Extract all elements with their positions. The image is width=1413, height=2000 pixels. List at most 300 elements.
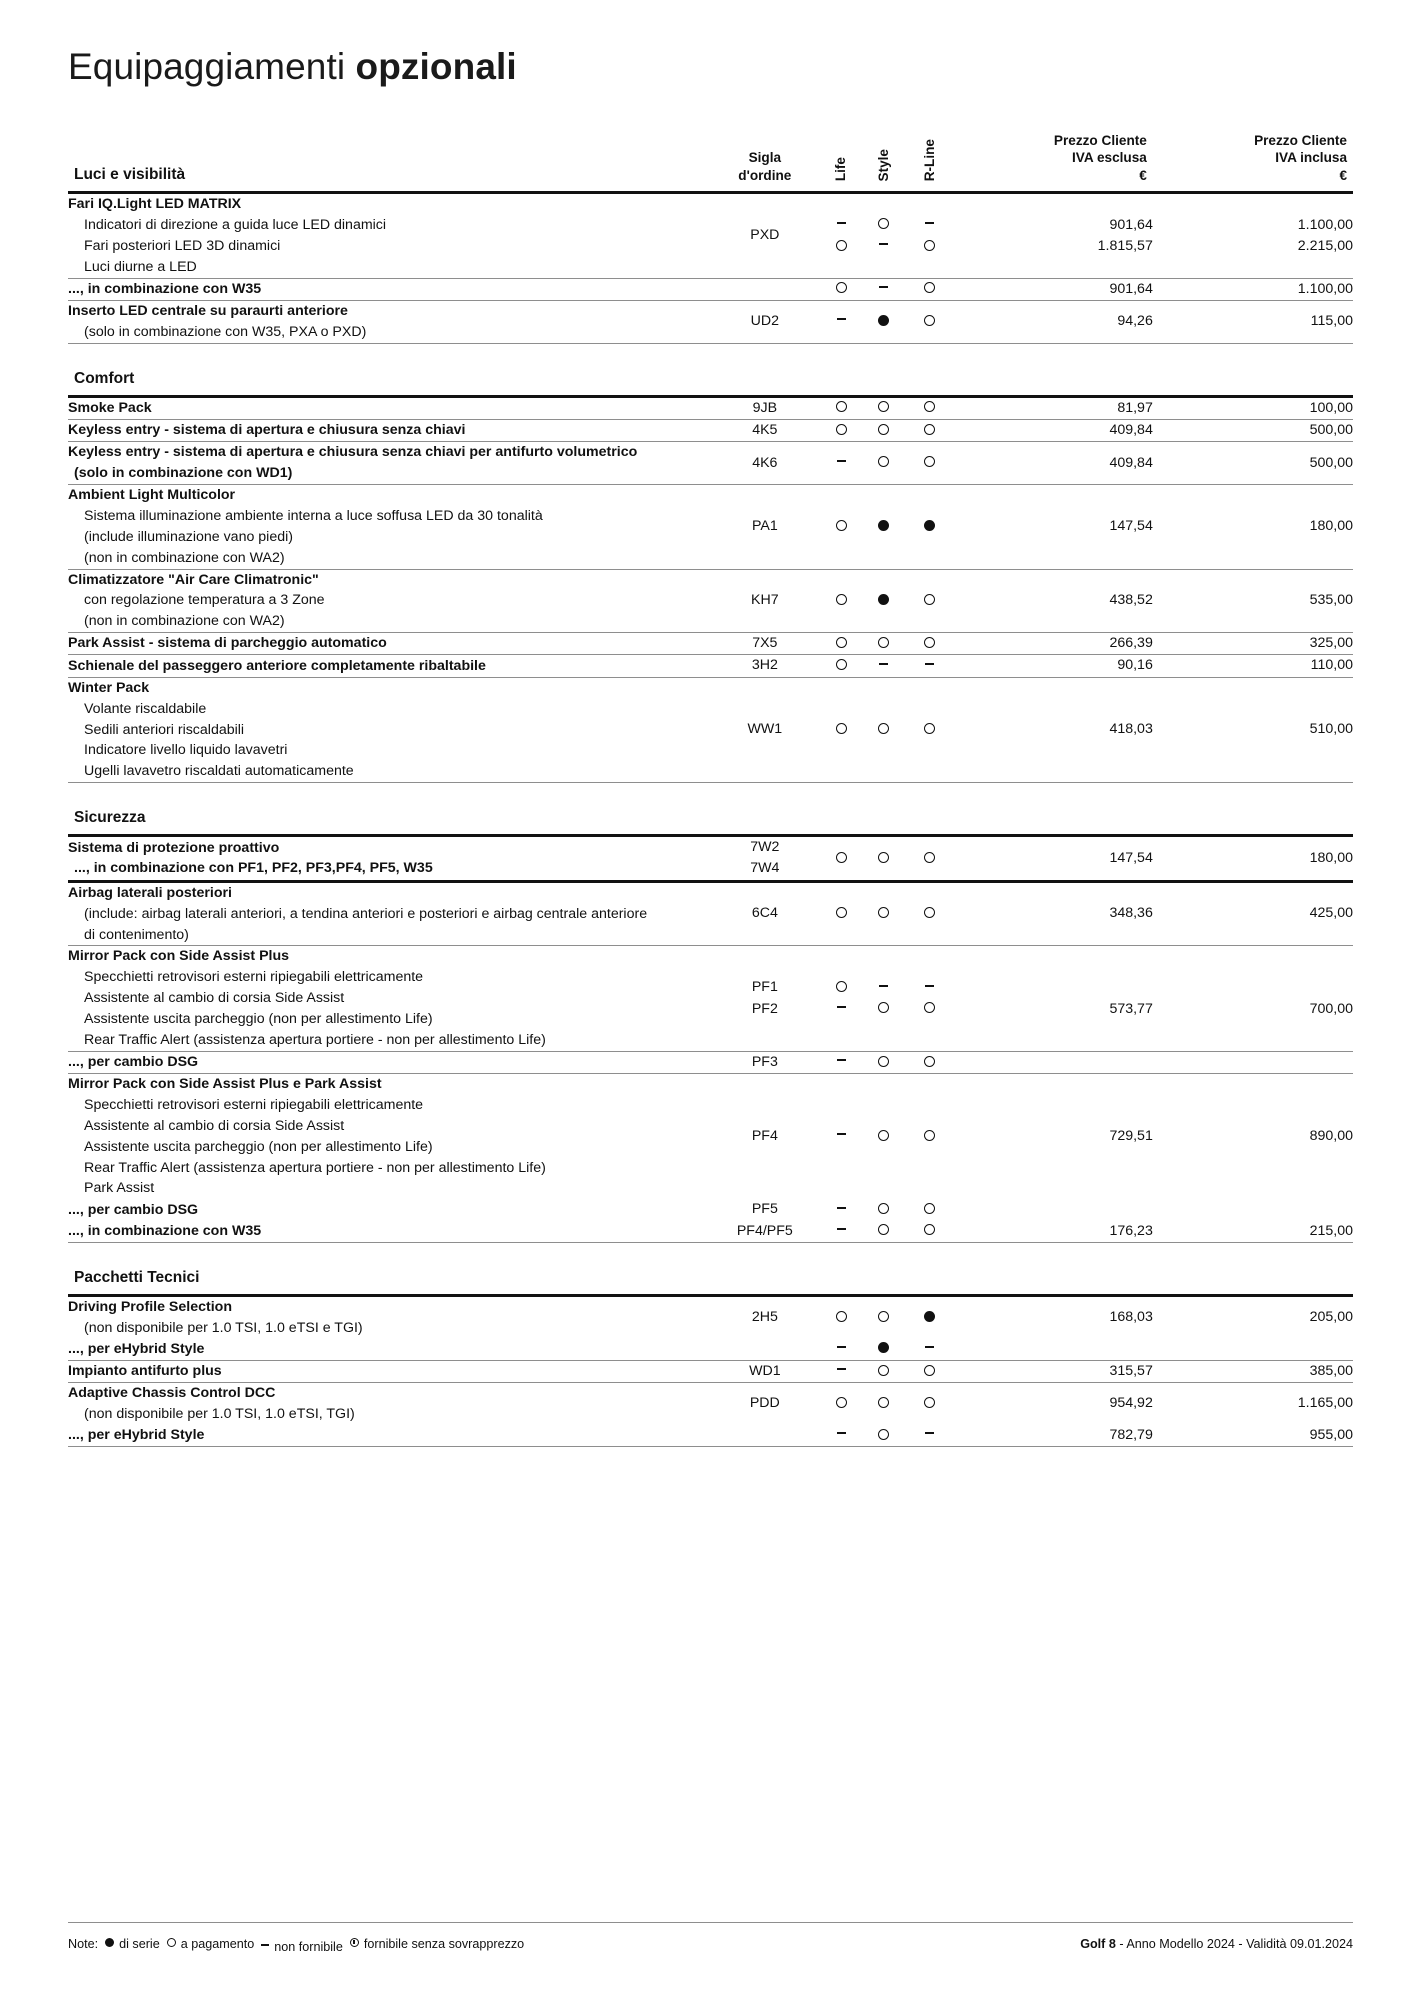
row-price-incl: 1.100,00 xyxy=(1153,278,1353,300)
empty-circle-icon xyxy=(836,594,847,605)
row-price-incl: 955,00 xyxy=(1153,1425,1353,1447)
row-order-code: 2H5 xyxy=(751,1309,778,1326)
row-mark-style xyxy=(862,1221,905,1243)
row-price-incl: 500,00 xyxy=(1153,442,1353,485)
row-description xyxy=(68,1221,710,1243)
row-price-excl: 573,77 xyxy=(954,946,1153,1051)
row-price-excl: 954,92 xyxy=(1109,1395,1153,1412)
row-description xyxy=(68,1295,710,1338)
dash-icon xyxy=(837,1228,846,1230)
row-mark-style xyxy=(862,569,905,633)
legend-item-unavailable xyxy=(261,1940,343,1954)
column-header-price-incl: Prezzo Cliente IVA inclusa € xyxy=(1153,132,1353,193)
row-title: Mirror Pack con Side Assist Plus xyxy=(68,948,290,965)
legend-text-standard: di serie xyxy=(119,1936,160,1951)
empty-circle-icon xyxy=(878,1365,889,1376)
row-order-code: 7X5 xyxy=(710,633,820,655)
empty-circle-icon xyxy=(924,1002,935,1013)
column-header-code: Sigla d'ordine xyxy=(710,132,820,193)
row-detail: Ugelli lavavetro riscaldati automaticamente xyxy=(84,763,354,780)
row-mark-life xyxy=(820,420,863,442)
row-description xyxy=(68,300,710,343)
filled-circle-icon xyxy=(924,1311,935,1322)
row-price-excl: 438,52 xyxy=(954,569,1153,633)
row-detail: Assistente al cambio di corsia Side Assist xyxy=(84,990,345,1007)
table-row xyxy=(68,485,1353,570)
row-mark-life xyxy=(820,881,863,946)
row-mark-life xyxy=(820,485,863,570)
empty-circle-icon xyxy=(924,852,935,863)
empty-circle-icon xyxy=(836,1311,847,1322)
row-description xyxy=(68,569,710,633)
model-name: Golf 8 xyxy=(1080,1937,1116,1951)
filled-circle-icon xyxy=(878,1342,889,1353)
row-detail: Specchietti retrovisori esterni ripiegabili elettricamente xyxy=(84,969,424,986)
dash-icon xyxy=(837,460,846,462)
row-description xyxy=(68,881,710,946)
row-price-excl: 266,39 xyxy=(954,633,1153,655)
row-order-code: WW1 xyxy=(710,677,820,782)
row-mark-life xyxy=(820,1339,863,1361)
empty-circle-icon xyxy=(167,1938,176,1947)
empty-circle-icon xyxy=(924,315,935,326)
dash-icon xyxy=(837,1432,846,1434)
empty-circle-icon xyxy=(924,637,935,648)
empty-circle-icon xyxy=(924,594,935,605)
row-mark-rline xyxy=(905,300,954,343)
section-heading xyxy=(68,343,1353,396)
row-price-incl: 890,00 xyxy=(1309,1128,1353,1145)
row-detail: (include illuminazione vano piedi) xyxy=(84,528,293,545)
row-mark-life xyxy=(820,1295,863,1338)
legend-text-unavailable: non fornibile xyxy=(274,1940,343,1954)
row-detail: con regolazione temperatura a 3 Zone xyxy=(84,592,325,609)
column-header-life: Life xyxy=(820,132,863,193)
row-description xyxy=(68,485,710,570)
row-mark-life xyxy=(820,1425,863,1447)
empty-circle-icon xyxy=(878,1429,889,1440)
row-mark-rline xyxy=(905,1051,954,1073)
row-mark-life xyxy=(820,1074,863,1200)
empty-circle-icon xyxy=(924,456,935,467)
row-price-excl: 147,54 xyxy=(954,836,1153,882)
dash-icon xyxy=(837,1346,846,1348)
empty-circle-icon xyxy=(878,218,889,229)
row-price-excl xyxy=(954,1199,1153,1220)
dash-icon xyxy=(837,1006,846,1008)
row-mark-rline xyxy=(905,946,954,1051)
row-detail: Assistente uscita parcheggio (non per allestimento Life) xyxy=(84,1011,433,1027)
row-order-code: PDD xyxy=(749,1395,780,1412)
empty-circle-icon xyxy=(836,401,847,412)
empty-circle-icon xyxy=(924,907,935,918)
row-order-code: PXD xyxy=(710,193,820,279)
filled-circle-icon xyxy=(105,1938,114,1947)
row-detail: (non in combinazione con WA2) xyxy=(84,613,285,630)
row-price-incl: 180,00 xyxy=(1153,485,1353,570)
dash-icon xyxy=(879,663,888,665)
row-title: Fari IQ.Light LED MATRIX xyxy=(68,196,242,213)
empty-circle-icon xyxy=(878,637,889,648)
row-mark-style xyxy=(862,442,905,485)
dash-icon xyxy=(925,222,934,224)
row-title: Mirror Pack con Side Assist Plus e Park Assist xyxy=(68,1076,382,1093)
row-order-code xyxy=(710,1425,820,1447)
table-row xyxy=(68,193,1353,279)
filled-circle-icon xyxy=(878,315,889,326)
row-mark-style xyxy=(862,420,905,442)
section-title: Pacchetti Tecnici xyxy=(68,1242,1353,1295)
row-detail: Assistente al cambio di corsia Side Assist xyxy=(84,1117,345,1134)
row-description xyxy=(68,396,710,419)
empty-circle-icon xyxy=(878,907,889,918)
row-mark-style xyxy=(862,1383,905,1425)
dash-icon xyxy=(837,1133,846,1135)
row-order-code: PF1 PF2 xyxy=(710,946,820,1051)
section-title: Luci e visibilità xyxy=(68,132,710,193)
empty-circle-icon xyxy=(878,1002,889,1013)
row-mark-rline xyxy=(905,1339,954,1361)
dash-icon xyxy=(925,985,934,987)
row-order-code: 6C4 xyxy=(710,881,820,946)
model-validity: - Anno Modello 2024 - Validità 09.01.2024 xyxy=(1115,1937,1353,1951)
dash-icon xyxy=(925,1432,934,1434)
row-mark-style xyxy=(862,485,905,570)
row-detail: Assistente uscita parcheggio (non per allestimento Life) xyxy=(84,1138,433,1155)
empty-circle-icon xyxy=(924,1397,935,1408)
half-filled-circle-icon xyxy=(350,1938,359,1947)
row-title: Schienale del passeggero anteriore completamente ribaltabile xyxy=(68,657,486,674)
row-title: Smoke Pack xyxy=(68,399,152,416)
table-row xyxy=(68,1425,1353,1447)
row-title: ..., per eHybrid Style xyxy=(68,1427,205,1444)
empty-circle-icon xyxy=(878,1203,889,1214)
row-price-excl: 409,84 xyxy=(954,442,1153,485)
row-description xyxy=(68,1051,710,1073)
row-order-code: 7W2 7W4 xyxy=(710,836,820,882)
row-detail: (include: airbag laterali anteriori, a tendina anteriori e posteriori e airbag centrale anteriore xyxy=(84,905,648,922)
page-title-light: Equipaggiamenti xyxy=(68,46,356,87)
row-order-code: 4K6 xyxy=(710,442,820,485)
empty-circle-icon xyxy=(836,659,847,670)
row-price-excl: 176,23 xyxy=(954,1221,1153,1243)
row-description xyxy=(68,677,710,782)
options-table xyxy=(68,132,1353,1447)
row-detail: Specchietti retrovisori esterni ripiegabili elettricamente xyxy=(84,1096,424,1113)
row-title: ..., per cambio DSG xyxy=(68,1201,199,1218)
table-row xyxy=(68,1221,1353,1243)
row-mark-rline xyxy=(905,677,954,782)
empty-circle-icon xyxy=(836,282,847,293)
row-title: Ambient Light Multicolor xyxy=(68,487,236,504)
row-description xyxy=(68,836,710,882)
section-title: Sicurezza xyxy=(68,783,1353,836)
empty-circle-icon xyxy=(878,1397,889,1408)
empty-circle-icon xyxy=(924,1224,935,1235)
row-title: Driving Profile Selection xyxy=(68,1298,232,1315)
table-row xyxy=(68,420,1353,442)
dash-icon xyxy=(261,1944,269,1946)
row-price-incl: 215,00 xyxy=(1153,1221,1353,1243)
row-mark-style xyxy=(862,1360,905,1382)
table-row xyxy=(68,442,1353,485)
row-price-incl: 110,00 xyxy=(1153,655,1353,677)
row-mark-life xyxy=(820,1051,863,1073)
table-row xyxy=(68,396,1353,419)
row-price-incl: 325,00 xyxy=(1153,633,1353,655)
row-order-code: PF4 xyxy=(751,1128,778,1145)
row-order-code: PF3 xyxy=(710,1051,820,1073)
empty-circle-icon xyxy=(878,1056,889,1067)
row-price-excl: 315,57 xyxy=(954,1360,1153,1382)
row-mark-rline xyxy=(905,1383,954,1425)
row-price-incl: 500,00 xyxy=(1153,420,1353,442)
row-mark-style xyxy=(862,881,905,946)
row-mark-life xyxy=(820,1199,863,1220)
row-mark-style xyxy=(862,633,905,655)
row-price-excl xyxy=(954,1051,1153,1073)
row-mark-life xyxy=(820,193,863,279)
row-title: Climatizzatore "Air Care Climatronic" xyxy=(68,571,319,588)
row-detail: di contenimento) xyxy=(84,926,189,943)
dash-icon xyxy=(837,1059,846,1061)
empty-circle-icon xyxy=(878,456,889,467)
page-title-bold: opzionali xyxy=(355,46,517,87)
row-mark-rline xyxy=(905,485,954,570)
row-detail: Indicatore livello liquido lavavetri xyxy=(84,742,288,759)
table-row xyxy=(68,677,1353,782)
row-price-excl: 729,51 xyxy=(1109,1128,1153,1145)
table-row xyxy=(68,1051,1353,1073)
row-mark-life xyxy=(820,1221,863,1243)
empty-circle-icon xyxy=(924,282,935,293)
empty-circle-icon xyxy=(924,424,935,435)
legend-label: Note: xyxy=(68,1937,99,1951)
table-row xyxy=(68,569,1353,633)
empty-circle-icon xyxy=(836,637,847,648)
section-heading xyxy=(68,783,1353,836)
row-detail: Luci diurne a LED xyxy=(84,258,197,275)
row-price-incl: 385,00 xyxy=(1153,1360,1353,1382)
legend-text-paid: a pagamento xyxy=(180,1936,255,1951)
table-row xyxy=(68,1339,1353,1361)
row-price-incl: 700,00 xyxy=(1153,946,1353,1051)
row-title: ..., per eHybrid Style xyxy=(68,1340,205,1357)
row-mark-rline xyxy=(905,655,954,677)
empty-circle-icon xyxy=(836,424,847,435)
row-title: Adaptive Chassis Control DCC xyxy=(68,1385,276,1402)
row-title: Keyless entry - sistema di apertura e chiusura senza chiavi per antifurto volumetrico xyxy=(68,444,638,461)
empty-circle-icon xyxy=(924,1056,935,1067)
empty-circle-icon xyxy=(836,723,847,734)
row-mark-rline xyxy=(905,1074,954,1200)
row-mark-life xyxy=(820,677,863,782)
row-price-excl: 90,16 xyxy=(954,655,1153,677)
row-order-code: KH7 xyxy=(710,569,820,633)
row-price-excl: 348,36 xyxy=(954,881,1153,946)
dash-icon xyxy=(837,222,846,224)
row-description xyxy=(68,1360,710,1382)
row-order-code: 4K5 xyxy=(710,420,820,442)
row-description xyxy=(68,193,710,279)
row-subtitle: ..., in combinazione con PF1, PF2, PF3,PF4, PF5, W35 xyxy=(74,860,433,877)
table-row xyxy=(68,1295,1353,1338)
row-detail: (non disponibile per 1.0 TSI, 1.0 eTSI, TGI) xyxy=(84,1406,355,1423)
row-mark-style xyxy=(862,278,905,300)
section-heading xyxy=(68,1242,1353,1295)
row-price-excl: 147,54 xyxy=(954,485,1153,570)
empty-circle-icon xyxy=(878,1130,889,1141)
row-price-excl: 418,03 xyxy=(954,677,1153,782)
row-detail: Rear Traffic Alert (assistenza apertura portiere - non per allestimento Life) xyxy=(84,1159,546,1176)
row-description xyxy=(68,655,710,677)
row-mark-life xyxy=(820,442,863,485)
row-price-incl xyxy=(1153,1051,1353,1073)
empty-circle-icon xyxy=(924,1130,935,1141)
row-order-code xyxy=(710,278,820,300)
row-order-code: 3H2 xyxy=(710,655,820,677)
filled-circle-icon xyxy=(924,520,935,531)
empty-circle-icon xyxy=(836,907,847,918)
row-price-excl: 901,64 1.815,57 xyxy=(954,193,1153,279)
row-mark-rline xyxy=(905,1295,954,1338)
dash-icon xyxy=(879,985,888,987)
row-mark-rline xyxy=(905,193,954,279)
column-header-price-excl: Prezzo Cliente IVA esclusa € xyxy=(954,132,1153,193)
dash-icon xyxy=(879,286,888,288)
row-detail: Sedili anteriori riscaldabili xyxy=(84,721,245,738)
legend-text-free: fornibile senza sovrapprezzo xyxy=(363,1936,525,1951)
row-detail: Park Assist xyxy=(84,1180,155,1197)
row-mark-style xyxy=(862,300,905,343)
row-title: Park Assist - sistema di parcheggio automatico xyxy=(68,635,387,652)
row-mark-rline xyxy=(905,396,954,419)
dash-icon xyxy=(879,243,888,245)
row-mark-rline xyxy=(905,1360,954,1382)
row-mark-style xyxy=(862,1425,905,1447)
row-order-code: 9JB xyxy=(710,396,820,419)
row-title: Inserto LED centrale su paraurti anteriore xyxy=(68,302,348,319)
empty-circle-icon xyxy=(836,981,847,992)
row-mark-rline xyxy=(905,1199,954,1220)
row-title: ..., per cambio DSG xyxy=(68,1053,199,1070)
row-order-code: PF5 xyxy=(751,1201,778,1218)
row-price-incl: 115,00 xyxy=(1153,300,1353,343)
row-mark-life xyxy=(820,655,863,677)
empty-circle-icon xyxy=(836,852,847,863)
row-mark-rline xyxy=(905,1425,954,1447)
row-description xyxy=(68,278,710,300)
row-detail: (non disponibile per 1.0 TSI, 1.0 eTSI e TGI) xyxy=(84,1319,363,1336)
empty-circle-icon xyxy=(924,1203,935,1214)
row-mark-rline xyxy=(905,633,954,655)
row-mark-style xyxy=(862,1295,905,1338)
row-price-incl xyxy=(1153,1199,1353,1220)
dash-icon xyxy=(837,318,846,320)
row-price-excl xyxy=(954,1339,1153,1361)
table-header xyxy=(68,132,1353,193)
page-title xyxy=(68,46,1353,88)
dash-icon xyxy=(925,663,934,665)
table-row xyxy=(68,946,1353,1051)
row-mark-life xyxy=(820,1360,863,1382)
row-mark-life xyxy=(820,836,863,882)
row-price-incl: 100,00 xyxy=(1153,396,1353,419)
row-mark-style xyxy=(862,946,905,1051)
section-title: Comfort xyxy=(68,343,1353,396)
row-price-incl xyxy=(1153,1339,1353,1361)
table-row xyxy=(68,300,1353,343)
row-title: ..., in combinazione con W35 xyxy=(68,280,262,297)
row-order-code: UD2 xyxy=(710,300,820,343)
empty-circle-icon xyxy=(924,401,935,412)
row-price-incl: 425,00 xyxy=(1153,881,1353,946)
table-row xyxy=(68,278,1353,300)
row-price-excl: 409,84 xyxy=(954,420,1153,442)
row-description xyxy=(68,946,710,1051)
row-mark-style xyxy=(862,396,905,419)
page-footer xyxy=(68,1922,1353,1955)
row-title: Airbag laterali posteriori xyxy=(68,884,232,901)
legend-item-free xyxy=(350,1937,524,1951)
table-row xyxy=(68,881,1353,946)
column-header-style: Style xyxy=(862,132,905,193)
row-mark-life xyxy=(820,278,863,300)
row-price-excl: 168,03 xyxy=(1109,1309,1153,1326)
dash-icon xyxy=(837,1207,846,1209)
row-description xyxy=(68,442,710,485)
row-mark-life xyxy=(820,300,863,343)
row-description xyxy=(68,420,710,442)
row-detail: (non in combinazione con WA2) xyxy=(84,549,285,566)
row-detail: Volante riscaldabile xyxy=(84,700,207,717)
row-mark-rline xyxy=(905,420,954,442)
empty-circle-icon xyxy=(924,240,935,251)
dash-icon xyxy=(925,1346,934,1348)
row-description xyxy=(68,1199,710,1220)
legend xyxy=(68,1937,524,1955)
empty-circle-icon xyxy=(878,852,889,863)
empty-circle-icon xyxy=(836,1397,847,1408)
empty-circle-icon xyxy=(878,401,889,412)
table-row xyxy=(68,1360,1353,1382)
row-mark-life xyxy=(820,946,863,1051)
dash-icon xyxy=(837,1368,846,1370)
empty-circle-icon xyxy=(836,240,847,251)
row-mark-rline xyxy=(905,569,954,633)
row-price-excl: 901,64 xyxy=(954,278,1153,300)
row-title: Keyless entry - sistema di apertura e chiusura senza chiavi xyxy=(68,422,466,439)
empty-circle-icon xyxy=(836,520,847,531)
row-mark-rline xyxy=(905,278,954,300)
row-price-excl: 782,79 xyxy=(954,1425,1153,1447)
row-price-incl: 205,00 xyxy=(1309,1309,1353,1326)
row-title: ..., in combinazione con W35 xyxy=(68,1222,262,1239)
row-price-excl: 81,97 xyxy=(954,396,1153,419)
row-detail: Fari posteriori LED 3D dinamici xyxy=(84,237,281,254)
row-price-incl: 180,00 xyxy=(1153,836,1353,882)
row-mark-style xyxy=(862,655,905,677)
table-row xyxy=(68,836,1353,882)
row-mark-style xyxy=(862,836,905,882)
empty-circle-icon xyxy=(878,424,889,435)
row-description xyxy=(68,1074,710,1200)
row-price-excl: 94,26 xyxy=(954,300,1153,343)
row-mark-rline xyxy=(905,881,954,946)
filled-circle-icon xyxy=(878,520,889,531)
row-title: Impianto antifurto plus xyxy=(68,1363,222,1380)
filled-circle-icon xyxy=(878,594,889,605)
